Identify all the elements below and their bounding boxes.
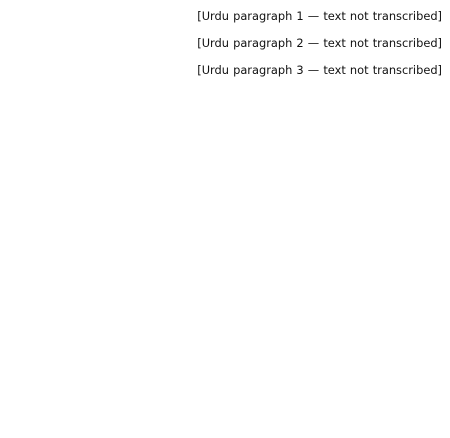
article-paragraph-1: [Urdu paragraph 1 — text not transcribed] (197, 9, 442, 23)
article-paragraph-2: [Urdu paragraph 2 — text not transcribed] (197, 36, 442, 50)
article-paragraph-3: [Urdu paragraph 3 — text not transcribed] (197, 63, 442, 77)
